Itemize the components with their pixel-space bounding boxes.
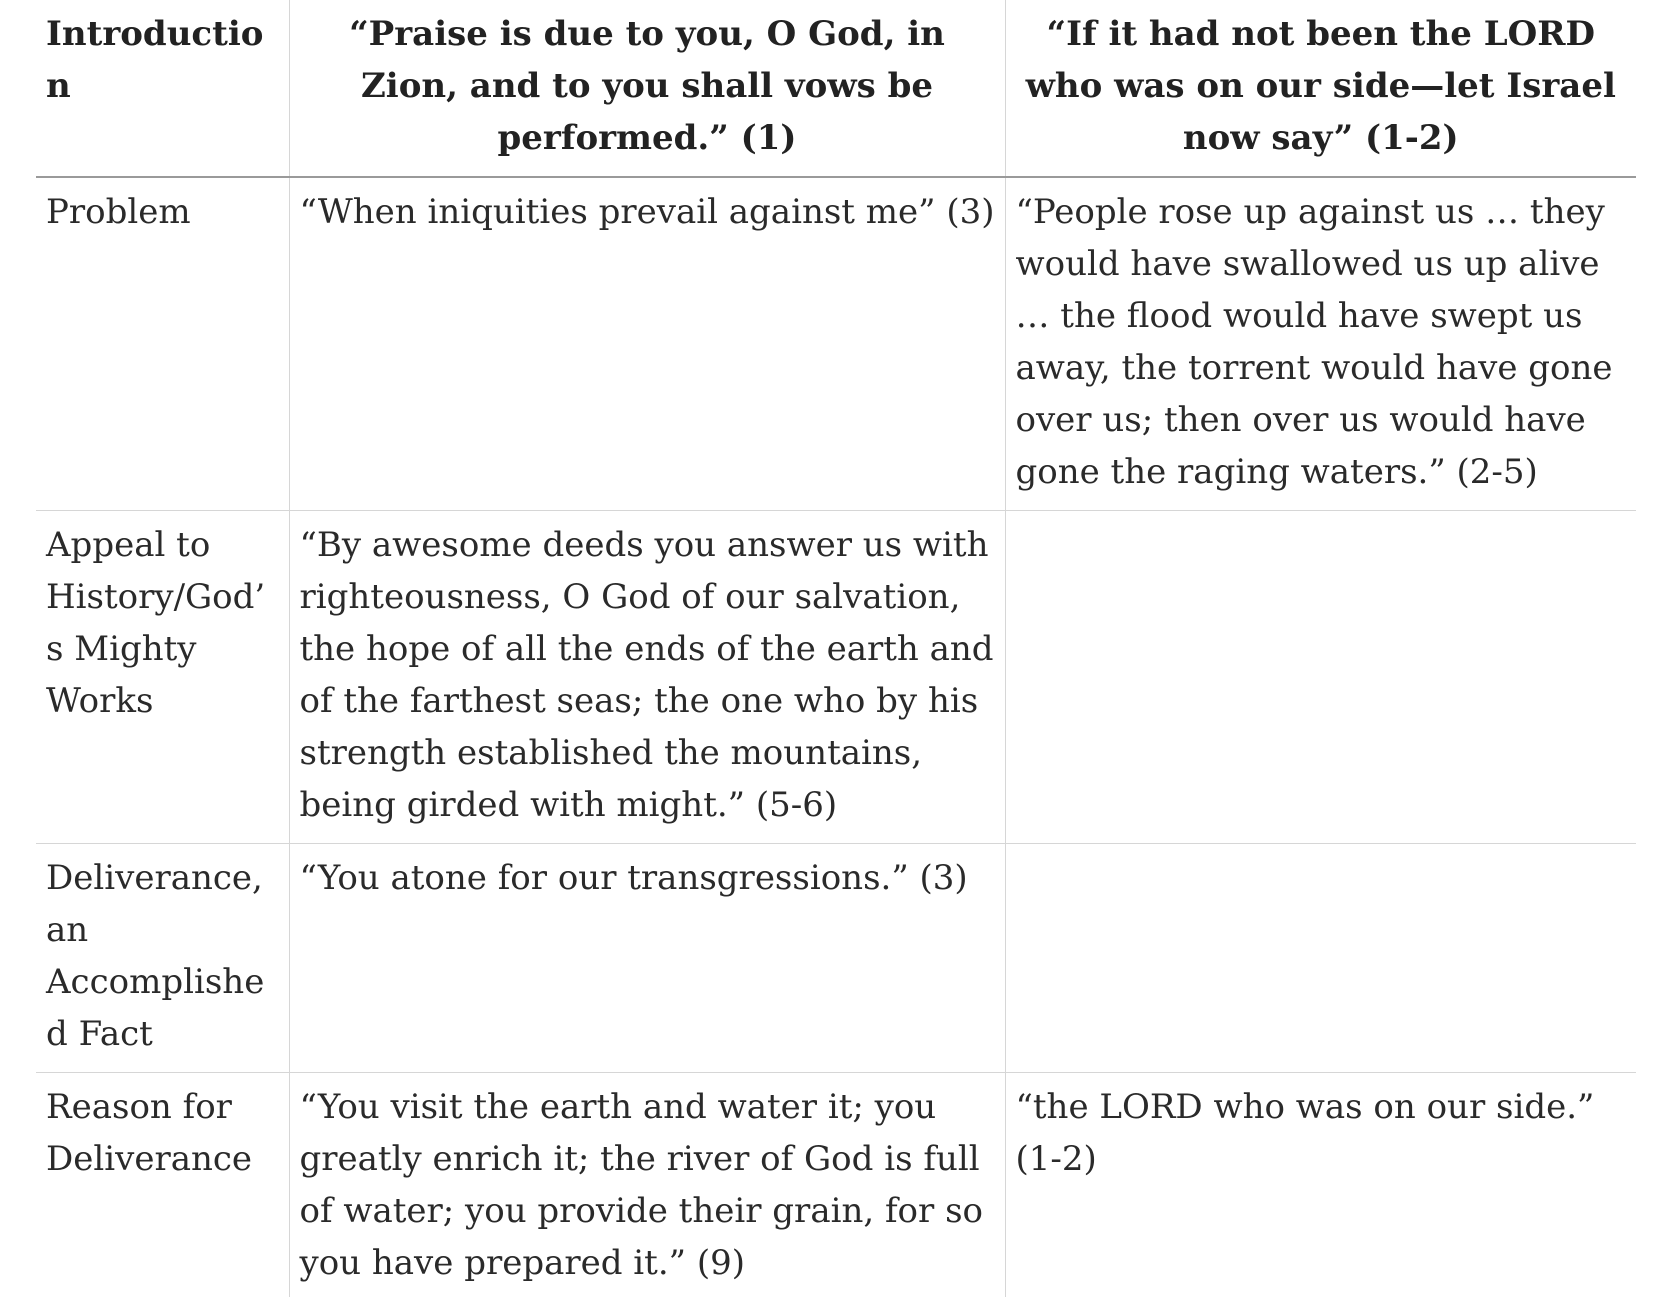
table-header-row [36,0,1636,177]
cell-psalm-124 [1005,511,1636,844]
row-label: Deliverance, an Accomplished Fact [36,844,289,1073]
row-label: Reason for Deliverance [36,1073,289,1297]
cell-psalm-124 [1005,844,1636,1073]
cell-psalm-124: “the LORD who was on our side.” (1-2) [1005,1073,1636,1297]
comparison-table [36,0,1636,1297]
row-label: Appeal to History/God’s Mighty Works [36,511,289,844]
cell-psalm-65: “By awesome deeds you answer us with righteousness, O God of our salvation, the hope of all the ends of the earth and of the farthest seas; the one who by his strength established the mountains, being girded with might.” (5-6) [289,511,1005,844]
table-row-deliverance [36,844,1636,1073]
table-row-appeal [36,511,1636,844]
table-row-problem [36,177,1636,511]
row-label: Problem [36,177,289,511]
cell-psalm-65: “You visit the earth and water it; you greatly enrich it; the river of God is full of water; you provide their grain, for so you have prepared it.” (9) [289,1073,1005,1297]
cell-psalm-65: “When iniquities prevail against me” (3) [289,177,1005,511]
cell-psalm-124: “People rose up against us … they would have swallowed us up alive … the flood would have swept us away, the torrent would have gone over us; then over us would have gone the raging waters.” (2-5) [1005,177,1636,511]
header-psalm-65-intro: “Praise is due to you, O God, in Zion, and to you shall vows be performed.” (1) [289,0,1005,177]
cell-psalm-65: “You atone for our transgressions.” (3) [289,844,1005,1073]
header-psalm-124-intro: “If it had not been the LORD who was on our side—let Israel now say” (1-2) [1005,0,1636,177]
header-introduction: Introduction [36,0,289,177]
table-row-reason [36,1073,1636,1297]
